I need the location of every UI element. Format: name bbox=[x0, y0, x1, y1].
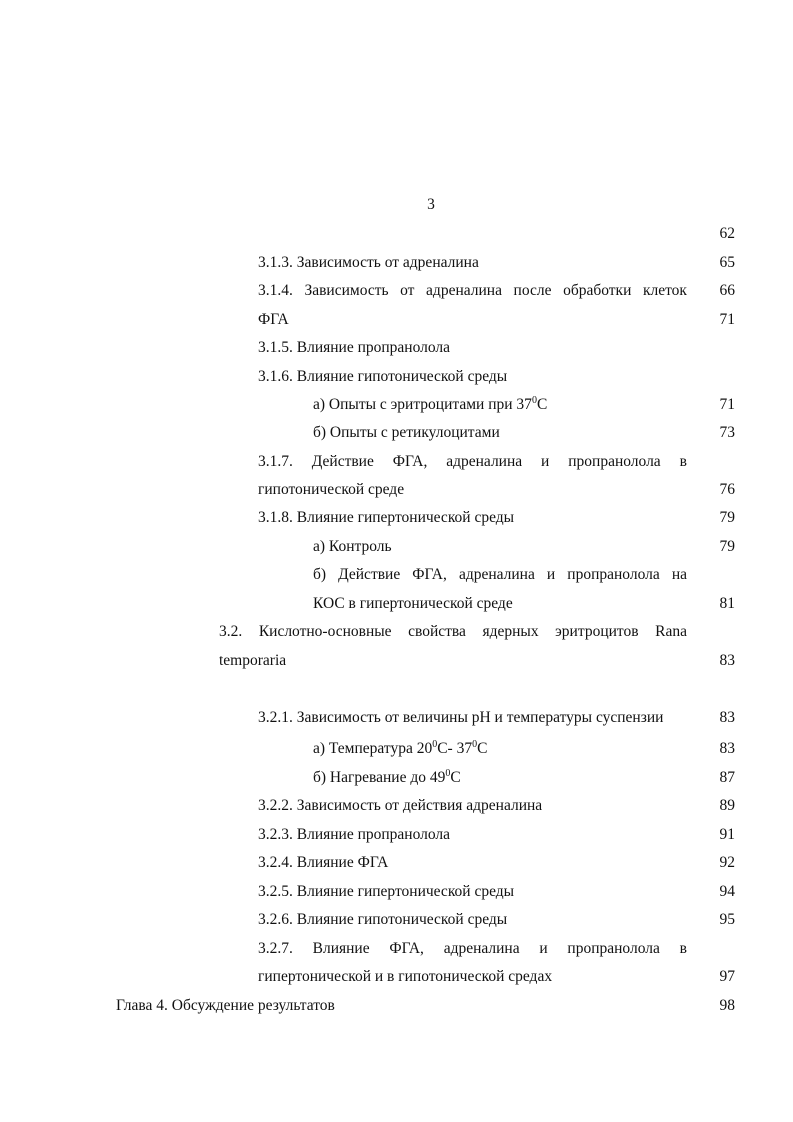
toc-entry-3-2-1-b: б) Нагревание до $49^0С$ bbox=[313, 768, 461, 786]
toc-entry-3-2-line2: temporaria bbox=[219, 652, 287, 669]
toc-entry-chapter-4: Глава 4. Обсуждение результатов bbox=[116, 997, 335, 1014]
toc-entry-3-1-4-line2: ФГА bbox=[258, 311, 289, 328]
toc-entry-3-1-8-b-line1: б) Действие ФГА, адреналина и пропранолола на bbox=[313, 566, 687, 583]
page-number: 3 bbox=[427, 196, 435, 213]
toc-page-number: 94 bbox=[719, 883, 735, 900]
toc-page-number: 92 bbox=[719, 854, 735, 871]
toc-entry-3-2-3: 3.2.3. Влияние пропранолола bbox=[258, 826, 451, 843]
toc-page-number: 81 bbox=[719, 595, 735, 612]
toc-page-number: 66 bbox=[719, 282, 735, 299]
toc-entry-3-2-6: 3.2.6. Влияние гипотонической среды bbox=[258, 911, 508, 928]
toc-entry-3-2-1: 3.2.1. Зависимость от величины pH и температуры суспензии bbox=[258, 709, 664, 726]
toc-entry-3-1-6-a: а) Опыты с эритроцитами при $37^0С$ bbox=[313, 395, 548, 413]
toc-entry-3-1-8: 3.1.8. Влияние гипертонической среды bbox=[258, 509, 515, 526]
toc-entry-3-1-6: 3.1.6. Влияние гипотонической среды bbox=[258, 368, 508, 385]
toc-page-number: 71 bbox=[719, 396, 735, 413]
toc-entry-3-1-7-line1: 3.1.7. Действие ФГА, адреналина и пропранолола в bbox=[258, 453, 687, 470]
toc-entry-3-1-6-b: б) Опыты с ретикулоцитами bbox=[313, 424, 500, 441]
toc-page-number: 79 bbox=[719, 509, 735, 526]
toc-entry-3-2-5: 3.2.5. Влияние гипертонической среды bbox=[258, 883, 515, 900]
toc-entry-3-1-7-line2: гипотонической среде bbox=[258, 481, 405, 498]
toc-entry-3-2-line1: 3.2. Кислотно-основные свойства ядерных эритроцитов Rana bbox=[219, 623, 687, 640]
toc-page-number: 83 bbox=[719, 740, 735, 757]
toc-entry-3-1-3: 3.1.3. Зависимость от адреналина bbox=[258, 254, 479, 271]
toc-entry-3-1-4-line1: 3.1.4. Зависимость от адреналина после обработки клеток bbox=[258, 282, 687, 299]
toc-entry-3-2-1-a: а) Температура $20^0С-$ $37^0С$ bbox=[313, 739, 488, 757]
toc-entry-3-2-2: 3.2.2. Зависимость от действия адреналина bbox=[258, 797, 543, 814]
toc-page-number: 76 bbox=[719, 481, 735, 498]
toc-page-number: 95 bbox=[719, 911, 735, 928]
toc-page-number: 73 bbox=[719, 424, 735, 441]
toc-page-number: 83 bbox=[719, 709, 735, 726]
toc-entry-3-1-8-b-line2: КОС в гипертонической среде bbox=[313, 595, 513, 612]
toc-page-number: 65 bbox=[719, 254, 735, 271]
toc-page-number: 83 bbox=[719, 652, 735, 669]
toc-entry-3-2-4: 3.2.4. Влияние ФГА bbox=[258, 854, 389, 871]
toc-page-number: 87 bbox=[719, 769, 735, 786]
toc-entry-3-2-7-line1: 3.2.7. Влияние ФГА, адреналина и пропранолола в bbox=[258, 940, 687, 957]
toc-entry-3-1-8-a: а) Контроль bbox=[313, 538, 392, 555]
toc-entry-3-1-5: 3.1.5. Влияние пропранолола bbox=[258, 339, 451, 356]
toc-page-number: 98 bbox=[719, 997, 735, 1014]
toc-page-number: 89 bbox=[719, 797, 735, 814]
toc-page-number: 91 bbox=[719, 826, 735, 843]
toc-entry-3-2-7-line2: гипертонической и в гипотонической средах bbox=[258, 968, 553, 985]
toc-page-number: 62 bbox=[719, 225, 735, 242]
toc-page-number: 71 bbox=[719, 311, 735, 328]
toc-page-number: 79 bbox=[719, 538, 735, 555]
toc-page-number: 97 bbox=[719, 968, 735, 985]
